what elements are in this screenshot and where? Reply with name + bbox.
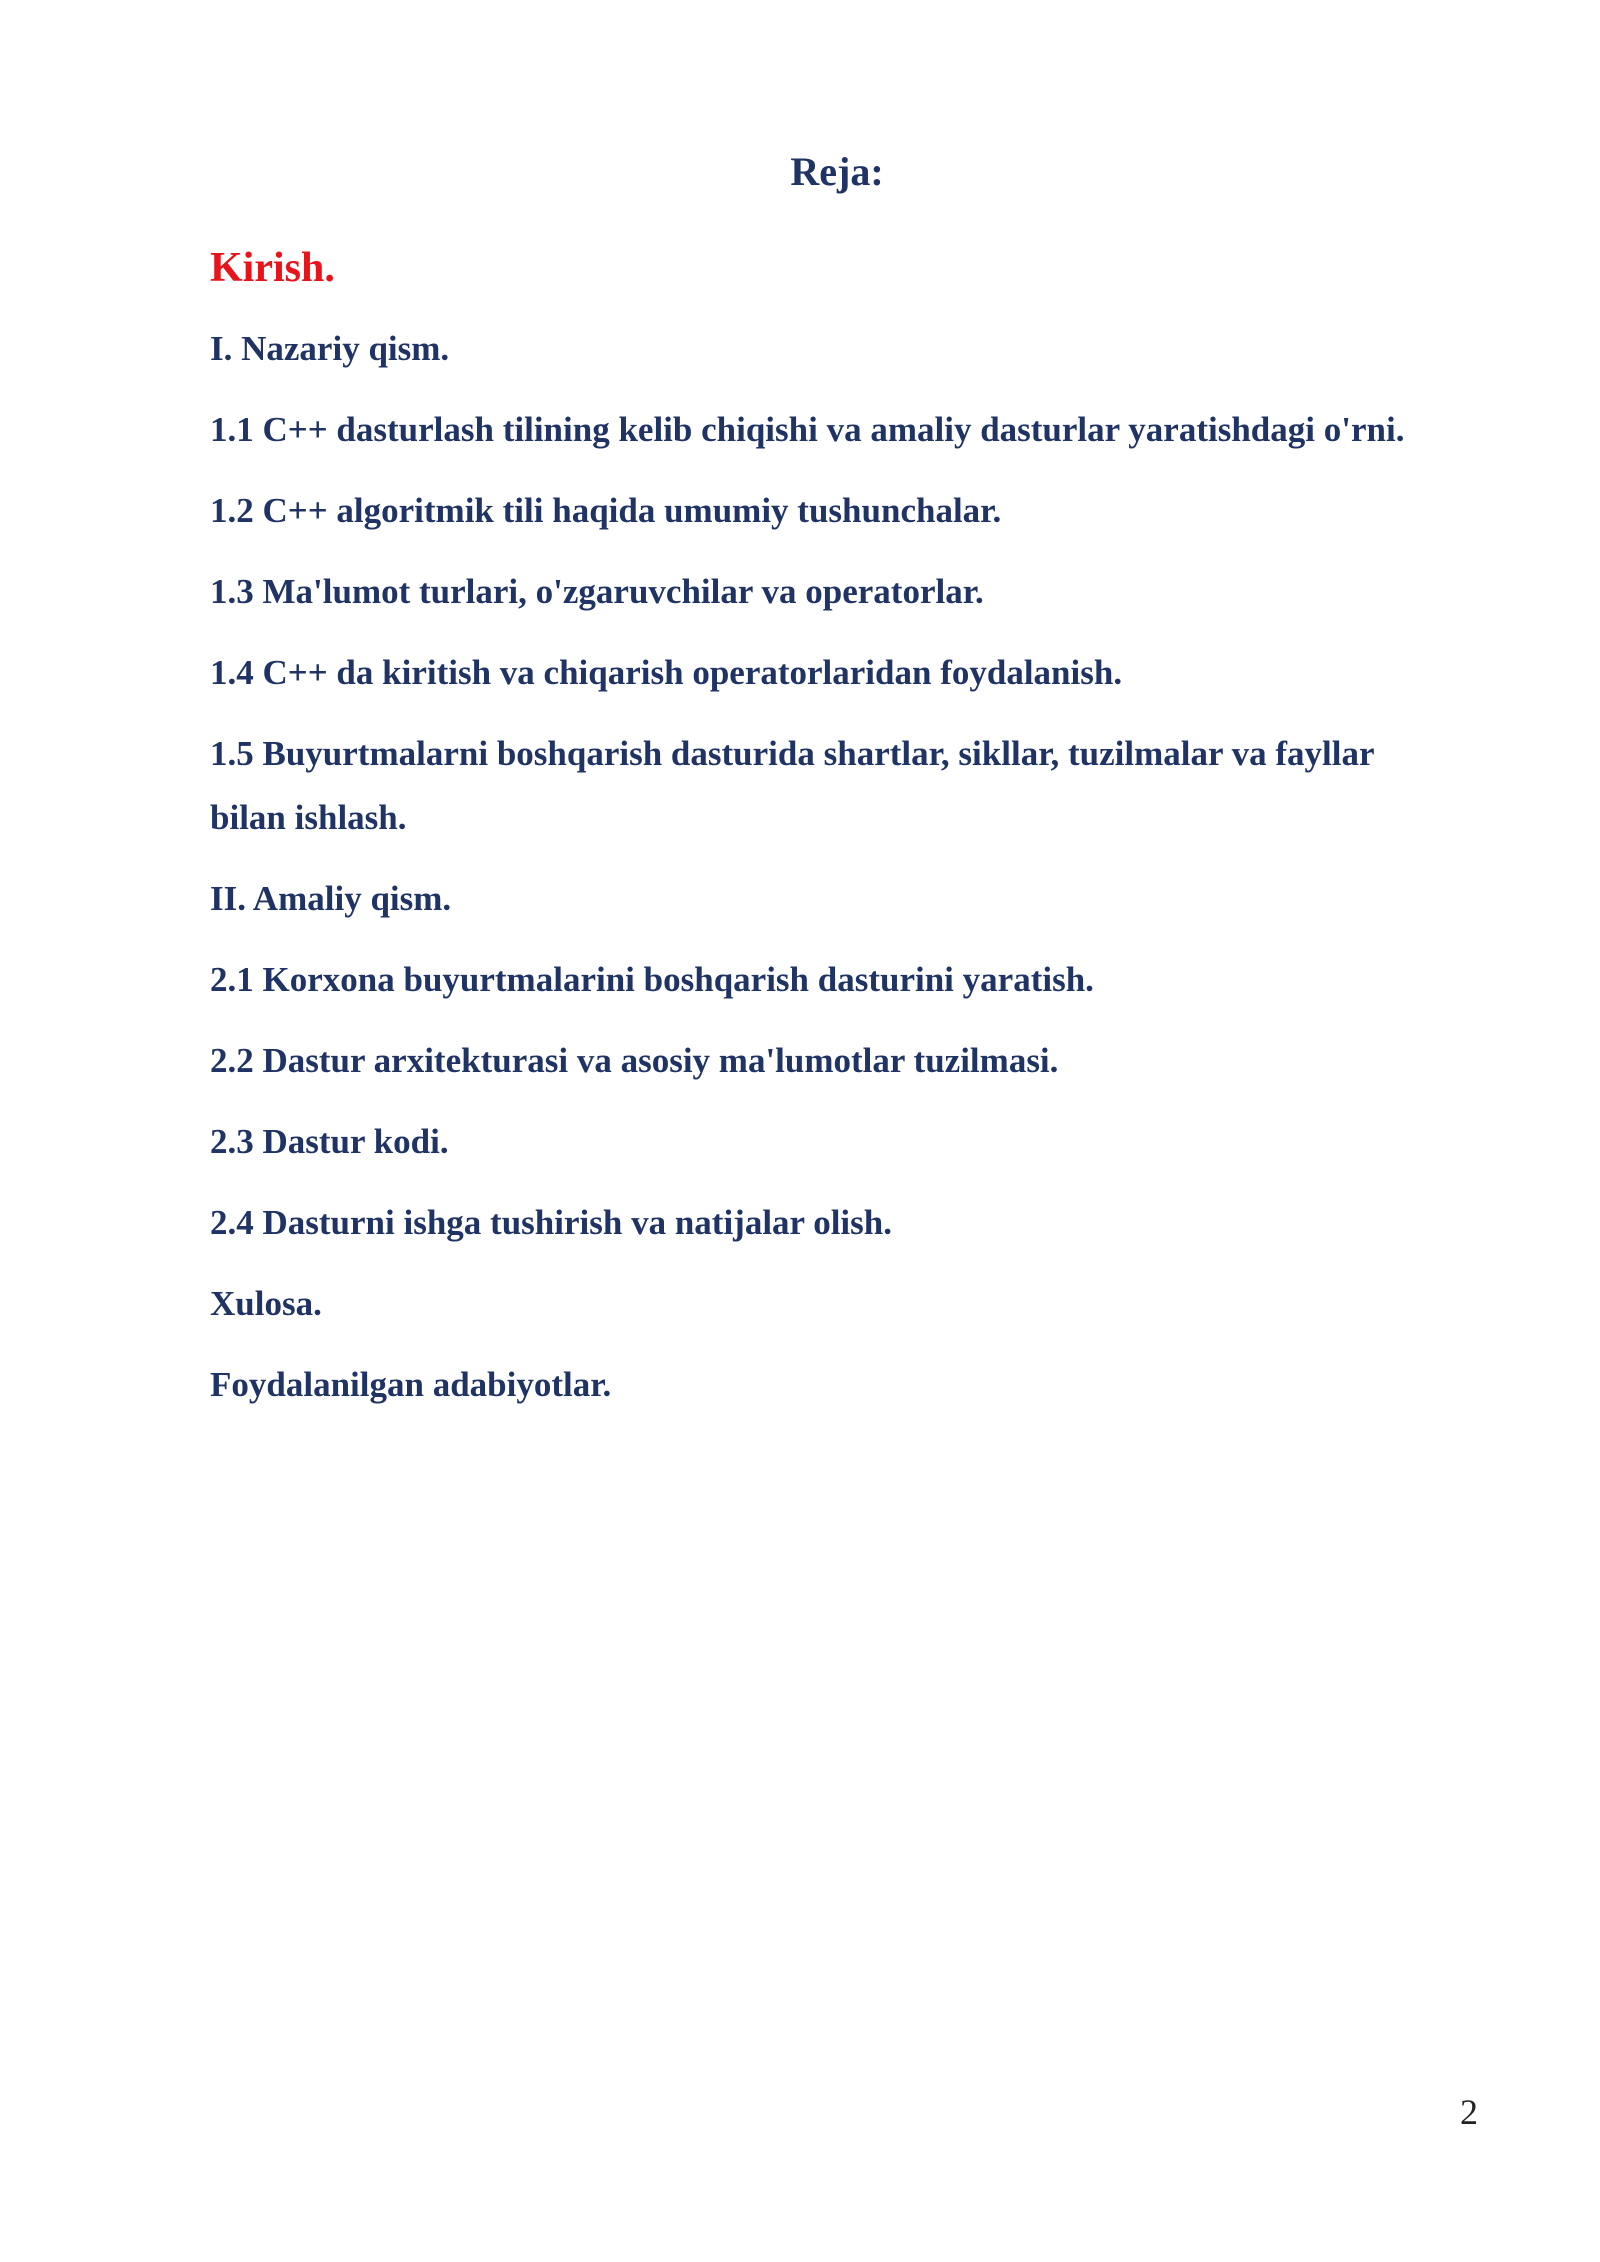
toc-item-1-3: 1.3 Ma'lumot turlari, o'zgaruvchilar va operatorlar. [210, 572, 984, 611]
toc-item-conclusion: Xulosa. [210, 1284, 322, 1323]
toc-item-2-3: 2.3 Dastur kodi. [210, 1122, 449, 1161]
page-number: 2 [1460, 2092, 1478, 2132]
toc-item-2-2: 2.2 Dastur arxitekturasi va asosiy ma'lumotlar tuzilmasi. [210, 1041, 1059, 1080]
toc-item-2-1: 2.1 Korxona buyurtmalarini boshqarish dasturini yaratish. [210, 960, 1094, 999]
toc-item-2-4: 2.4 Dasturni ishga tushirish va natijalar olish. [210, 1203, 892, 1242]
toc-item-theory-section: I. Nazariy qism. [210, 329, 450, 368]
toc-item-1-4: 1.4 C++ da kiritish va chiqarish operatorlaridan foydalanish. [210, 653, 1123, 692]
toc-item-1-1: 1.1 C++ dasturlash tilining kelib chiqishi va amaliy dasturlar yaratishdagi o'rni. [210, 410, 1405, 449]
page-title: Reja: [790, 149, 884, 194]
toc-item-practice-section: II. Amaliy qism. [210, 879, 452, 918]
toc-item-1-2: 1.2 C++ algoritmik tili haqida umumiy tushunchalar. [210, 491, 1002, 530]
toc-item-intro: Kirish. [210, 245, 335, 291]
toc-item-1-5: 1.5 Buyurtmalarni boshqarish dasturida shartlar, sikllar, tuzilmalar va fayllar bilan ishlash. [210, 734, 1374, 837]
toc-item-references: Foydalanilgan adabiyotlar. [210, 1365, 612, 1404]
table-of-contents [210, 236, 1410, 1434]
